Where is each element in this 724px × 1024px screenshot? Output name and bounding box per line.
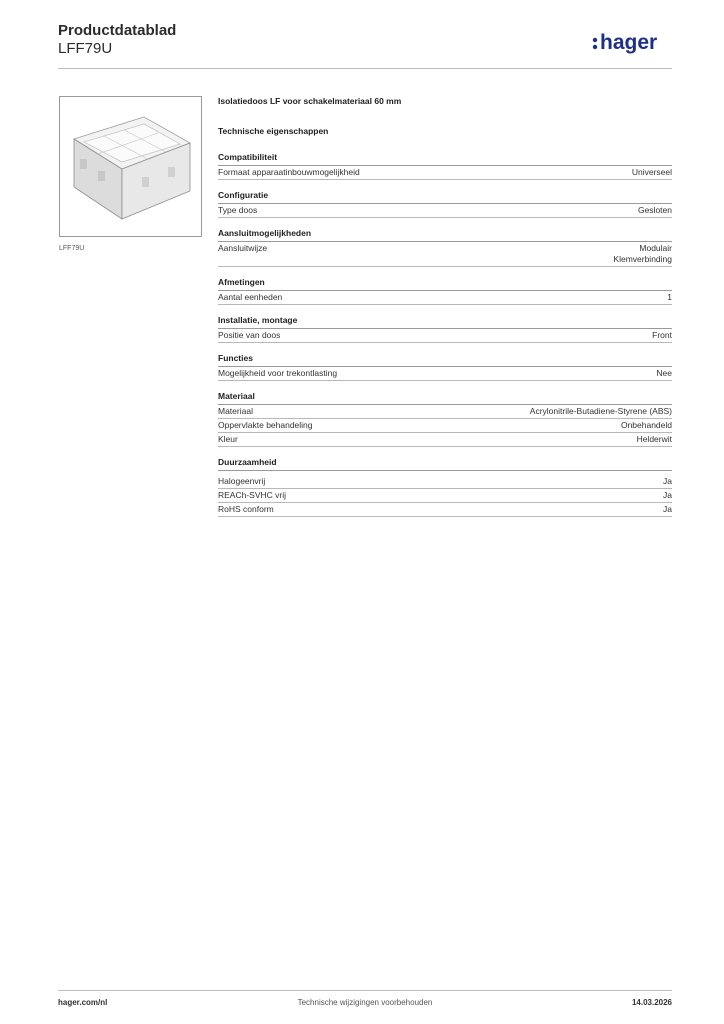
spec-row bbox=[218, 242, 672, 267]
spec-value: Nee bbox=[656, 368, 672, 378]
spec-label: Mogelijkheid voor trekontlasting bbox=[218, 368, 338, 378]
spec-group-functions bbox=[218, 353, 672, 381]
spec-label: Halogeenvrij bbox=[218, 476, 266, 486]
spec-value: Onbehandeld bbox=[620, 420, 672, 430]
group-title: Materiaal bbox=[218, 391, 672, 405]
spec-label: Kleur bbox=[218, 434, 238, 444]
spec-row bbox=[218, 489, 672, 503]
spec-label: Positie van doos bbox=[218, 330, 281, 340]
spec-label: Aantal eenheden bbox=[218, 292, 283, 302]
group-title: Afmetingen bbox=[218, 277, 672, 291]
spec-label: REACh-SVHC vrij bbox=[218, 490, 287, 500]
product-code: LFF79U bbox=[58, 40, 113, 57]
insulation-box-illustration bbox=[60, 97, 201, 236]
spec-row bbox=[218, 367, 672, 381]
spec-value: Modulair bbox=[639, 243, 672, 253]
spec-label: Type doos bbox=[218, 205, 258, 215]
spec-value: Ja bbox=[663, 490, 672, 500]
spec-group-installation bbox=[218, 315, 672, 343]
spec-label: Aansluitwijze bbox=[218, 243, 268, 253]
spec-value: Helderwit bbox=[636, 434, 672, 444]
header-divider bbox=[58, 68, 672, 69]
group-title: Duurzaamheid bbox=[218, 457, 672, 471]
group-title: Compatibiliteit bbox=[218, 152, 672, 166]
spec-value: Ja bbox=[663, 504, 672, 514]
spec-row bbox=[218, 291, 672, 305]
spec-row bbox=[218, 405, 672, 419]
spec-value: 1 bbox=[667, 292, 672, 302]
spec-label: Formaat apparaatinbouwmogelijkheid bbox=[218, 167, 360, 177]
spec-value: Front bbox=[652, 330, 672, 340]
spec-row bbox=[218, 503, 672, 517]
spec-row bbox=[218, 419, 672, 433]
footer-date: 14.03.2026 bbox=[631, 998, 672, 1007]
document-title: Productdatablad bbox=[58, 22, 177, 39]
spec-value: Acrylonitrile-Butadiene-Styrene (ABS) bbox=[529, 406, 672, 416]
spec-row bbox=[218, 204, 672, 218]
footer-disclaimer: Technische wijzigingen voorbehouden bbox=[297, 998, 433, 1007]
spec-row bbox=[218, 475, 672, 489]
spec-label: RoHS conform bbox=[218, 504, 274, 514]
spec-label: Materiaal bbox=[218, 406, 253, 416]
group-title: Configuratie bbox=[218, 190, 672, 204]
product-name: Isolatiedoos LF voor schakelmateriaal 60 mm bbox=[218, 96, 402, 106]
spec-label: Oppervlakte behandeling bbox=[218, 420, 313, 430]
spec-row bbox=[218, 433, 672, 447]
group-title: Installatie, montage bbox=[218, 315, 672, 329]
spec-value-multi bbox=[613, 243, 672, 265]
group-title: Functies bbox=[218, 353, 672, 367]
specification-content bbox=[218, 96, 672, 527]
hager-logo bbox=[592, 30, 672, 54]
spec-group-material bbox=[218, 391, 672, 447]
footer-divider bbox=[58, 990, 672, 991]
website-link[interactable]: hager.com/nl bbox=[58, 998, 108, 1007]
spec-group-sustainability bbox=[218, 457, 672, 517]
section-heading: Technische eigenschappen bbox=[218, 126, 329, 136]
spec-value: Ja bbox=[663, 476, 672, 486]
page-header bbox=[58, 22, 672, 68]
spec-row bbox=[218, 166, 672, 180]
spec-value: Klemverbinding bbox=[613, 254, 672, 264]
spec-value: Universeel bbox=[631, 167, 672, 177]
spec-group-compatibility bbox=[218, 152, 672, 180]
spec-row bbox=[218, 329, 672, 343]
spec-value: Gesloten bbox=[637, 205, 672, 215]
spec-group-dimensions bbox=[218, 277, 672, 305]
product-image bbox=[59, 96, 202, 237]
spec-group-connections bbox=[218, 228, 672, 267]
image-caption: LFF79U bbox=[59, 245, 85, 252]
logo-wordmark: hager bbox=[600, 31, 658, 54]
group-title: Aansluitmogelijkheden bbox=[218, 228, 672, 242]
spec-group-configuration bbox=[218, 190, 672, 218]
